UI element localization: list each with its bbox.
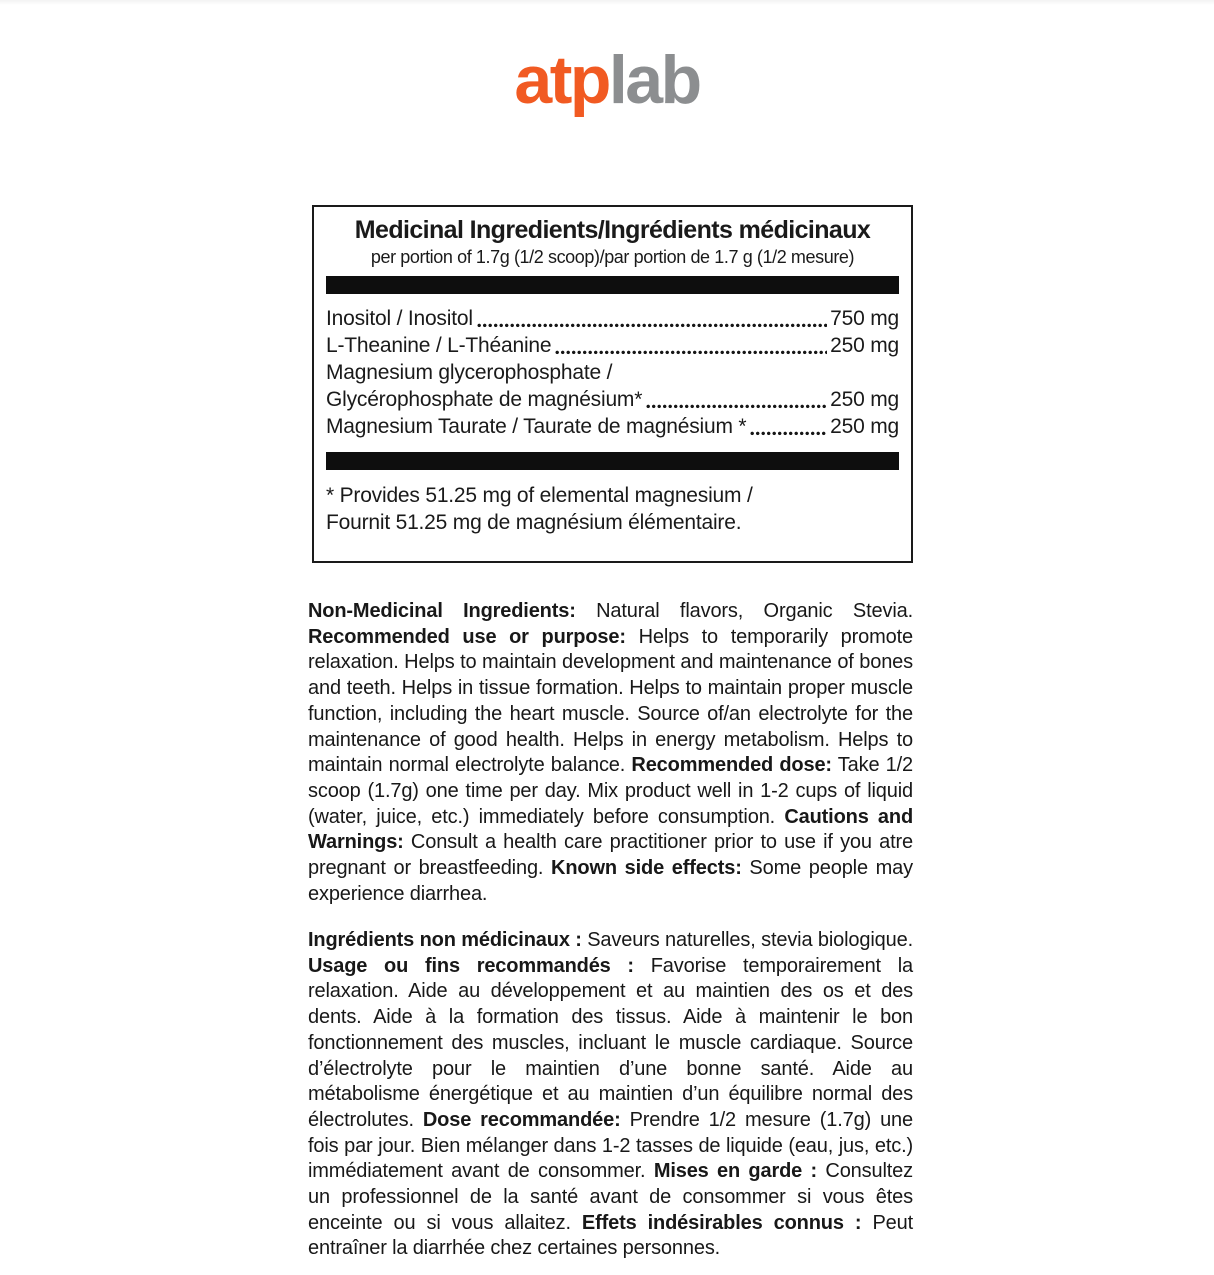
brand-logo-lab: lab bbox=[608, 42, 700, 118]
bold-label-run: Ingrédients non médicinaux : bbox=[308, 929, 582, 951]
dot-leader bbox=[646, 404, 827, 409]
panel-subtitle: per portion of 1.7g (1/2 scoop)/par portion de 1.7 g (1/2 mesure) bbox=[370, 246, 855, 267]
dot-leader bbox=[555, 350, 827, 355]
ingredient-amount: 250 mg bbox=[830, 334, 899, 358]
ingredient-name: Magnesium Taurate / Taurate de magnésium * bbox=[326, 415, 747, 439]
info-paragraph-french bbox=[308, 928, 913, 1262]
bold-label-run: Usage ou fins recommandés : bbox=[308, 954, 634, 977]
ingredient-amount: 250 mg bbox=[830, 388, 899, 412]
text-run: Some people may experience diarrhea. bbox=[308, 857, 913, 905]
panel-title: Medicinal Ingredients/Ingrédients médicinaux bbox=[354, 216, 871, 244]
ingredient-row bbox=[326, 359, 899, 386]
dot-leader bbox=[477, 323, 827, 328]
dot-leader bbox=[750, 431, 827, 436]
brand-logo-atp: atp bbox=[514, 42, 609, 118]
footnote-line-fr: Fournit 51.25 mg de magnésium élémentaire. bbox=[326, 511, 742, 535]
bold-label-run: Recommended use or purpose: bbox=[308, 625, 626, 648]
ingredient-name: Magnesium glycerophosphate / bbox=[326, 361, 613, 385]
text-run: Take 1/2 scoop (1.7g) one time per day. Mix product well in 1-2 cups of liquid (water, juice, etc.) immediately before consumption. bbox=[308, 754, 913, 828]
ingredient-name: Inositol / Inositol bbox=[326, 307, 473, 331]
text-run: Saveurs naturelles, stevia biologique. bbox=[581, 929, 914, 951]
info-paragraph-english bbox=[308, 599, 913, 907]
bold-label-run: Non-Medicinal Ingredients: bbox=[308, 600, 576, 622]
ingredient-amount: 750 mg bbox=[830, 307, 899, 331]
brand-logo bbox=[0, 42, 1214, 118]
ingredient-row bbox=[326, 413, 899, 440]
text-run: Consult a health care practitioner prior to use if you atre pregnant or breastfeeding. bbox=[308, 831, 913, 880]
ingredient-rows bbox=[326, 305, 899, 440]
ingredient-row bbox=[326, 386, 899, 413]
ingredient-row bbox=[326, 332, 899, 359]
text-run: Consultez un professionnel de la santé avant de consommer si vous êtes enceinte ou si vous allaitez. bbox=[308, 1160, 913, 1234]
text-run: Favorise temporairement la relaxation. Aide au développement et au maintien des os et des dents. Aide à la formation des tissus. Aide à maintenir le bon fonctionnement des muscles, incluant le muscle cardiaque. Source d’électrolyte pour le maintien d’une bonne santé. Aide au métabolisme énergétique et au maintien d’un équilibre normal des électrolutes. bbox=[308, 954, 913, 1131]
footnote-line-en: * Provides 51.25 mg of elemental magnesium / bbox=[326, 484, 753, 508]
text-run: Natural flavors, Organic Stevia. bbox=[575, 600, 913, 622]
bold-label-run: Recommended dose: bbox=[631, 754, 832, 777]
text-run: Helps to temporarily promote relaxation. Helps to maintain development and maintenance of bones and teeth. Helps in tissue formation. Helps to maintain proper muscle function, including the heart muscle. Source of/an electrolyte for the maintenance of good health. Helps in energy metabolism. Helps to maintain normal electrolyte balance. bbox=[308, 625, 913, 777]
bold-label-run: Effets indésirables connus : bbox=[581, 1211, 862, 1234]
bold-label-run: Cautions and Warnings: bbox=[308, 805, 914, 854]
ingredient-amount: 250 mg bbox=[830, 415, 899, 439]
bold-label-run: Known side effects: bbox=[551, 857, 742, 880]
text-run: Peut entraîner la diarrhée chez certaines personnes. bbox=[308, 1211, 913, 1260]
elemental-magnesium-footnote bbox=[326, 482, 899, 536]
separator-bar-top bbox=[326, 276, 899, 294]
medicinal-ingredients-panel bbox=[312, 205, 913, 563]
text-run: Prendre 1/2 mesure (1.7g) une fois par jour. Bien mélanger dans 1-2 tasses de liquide (eau, jus, etc.) immédiatement avant de consommer. bbox=[308, 1108, 913, 1183]
separator-bar-bottom bbox=[326, 452, 899, 470]
bold-label-run: Mises en garde : bbox=[653, 1160, 818, 1183]
ingredient-row bbox=[326, 305, 899, 332]
bold-label-run: Dose recommandée: bbox=[422, 1108, 621, 1131]
ingredient-name: Glycérophosphate de magnésium* bbox=[326, 388, 643, 412]
ingredient-name: L-Theanine / L-Théanine bbox=[326, 334, 552, 358]
